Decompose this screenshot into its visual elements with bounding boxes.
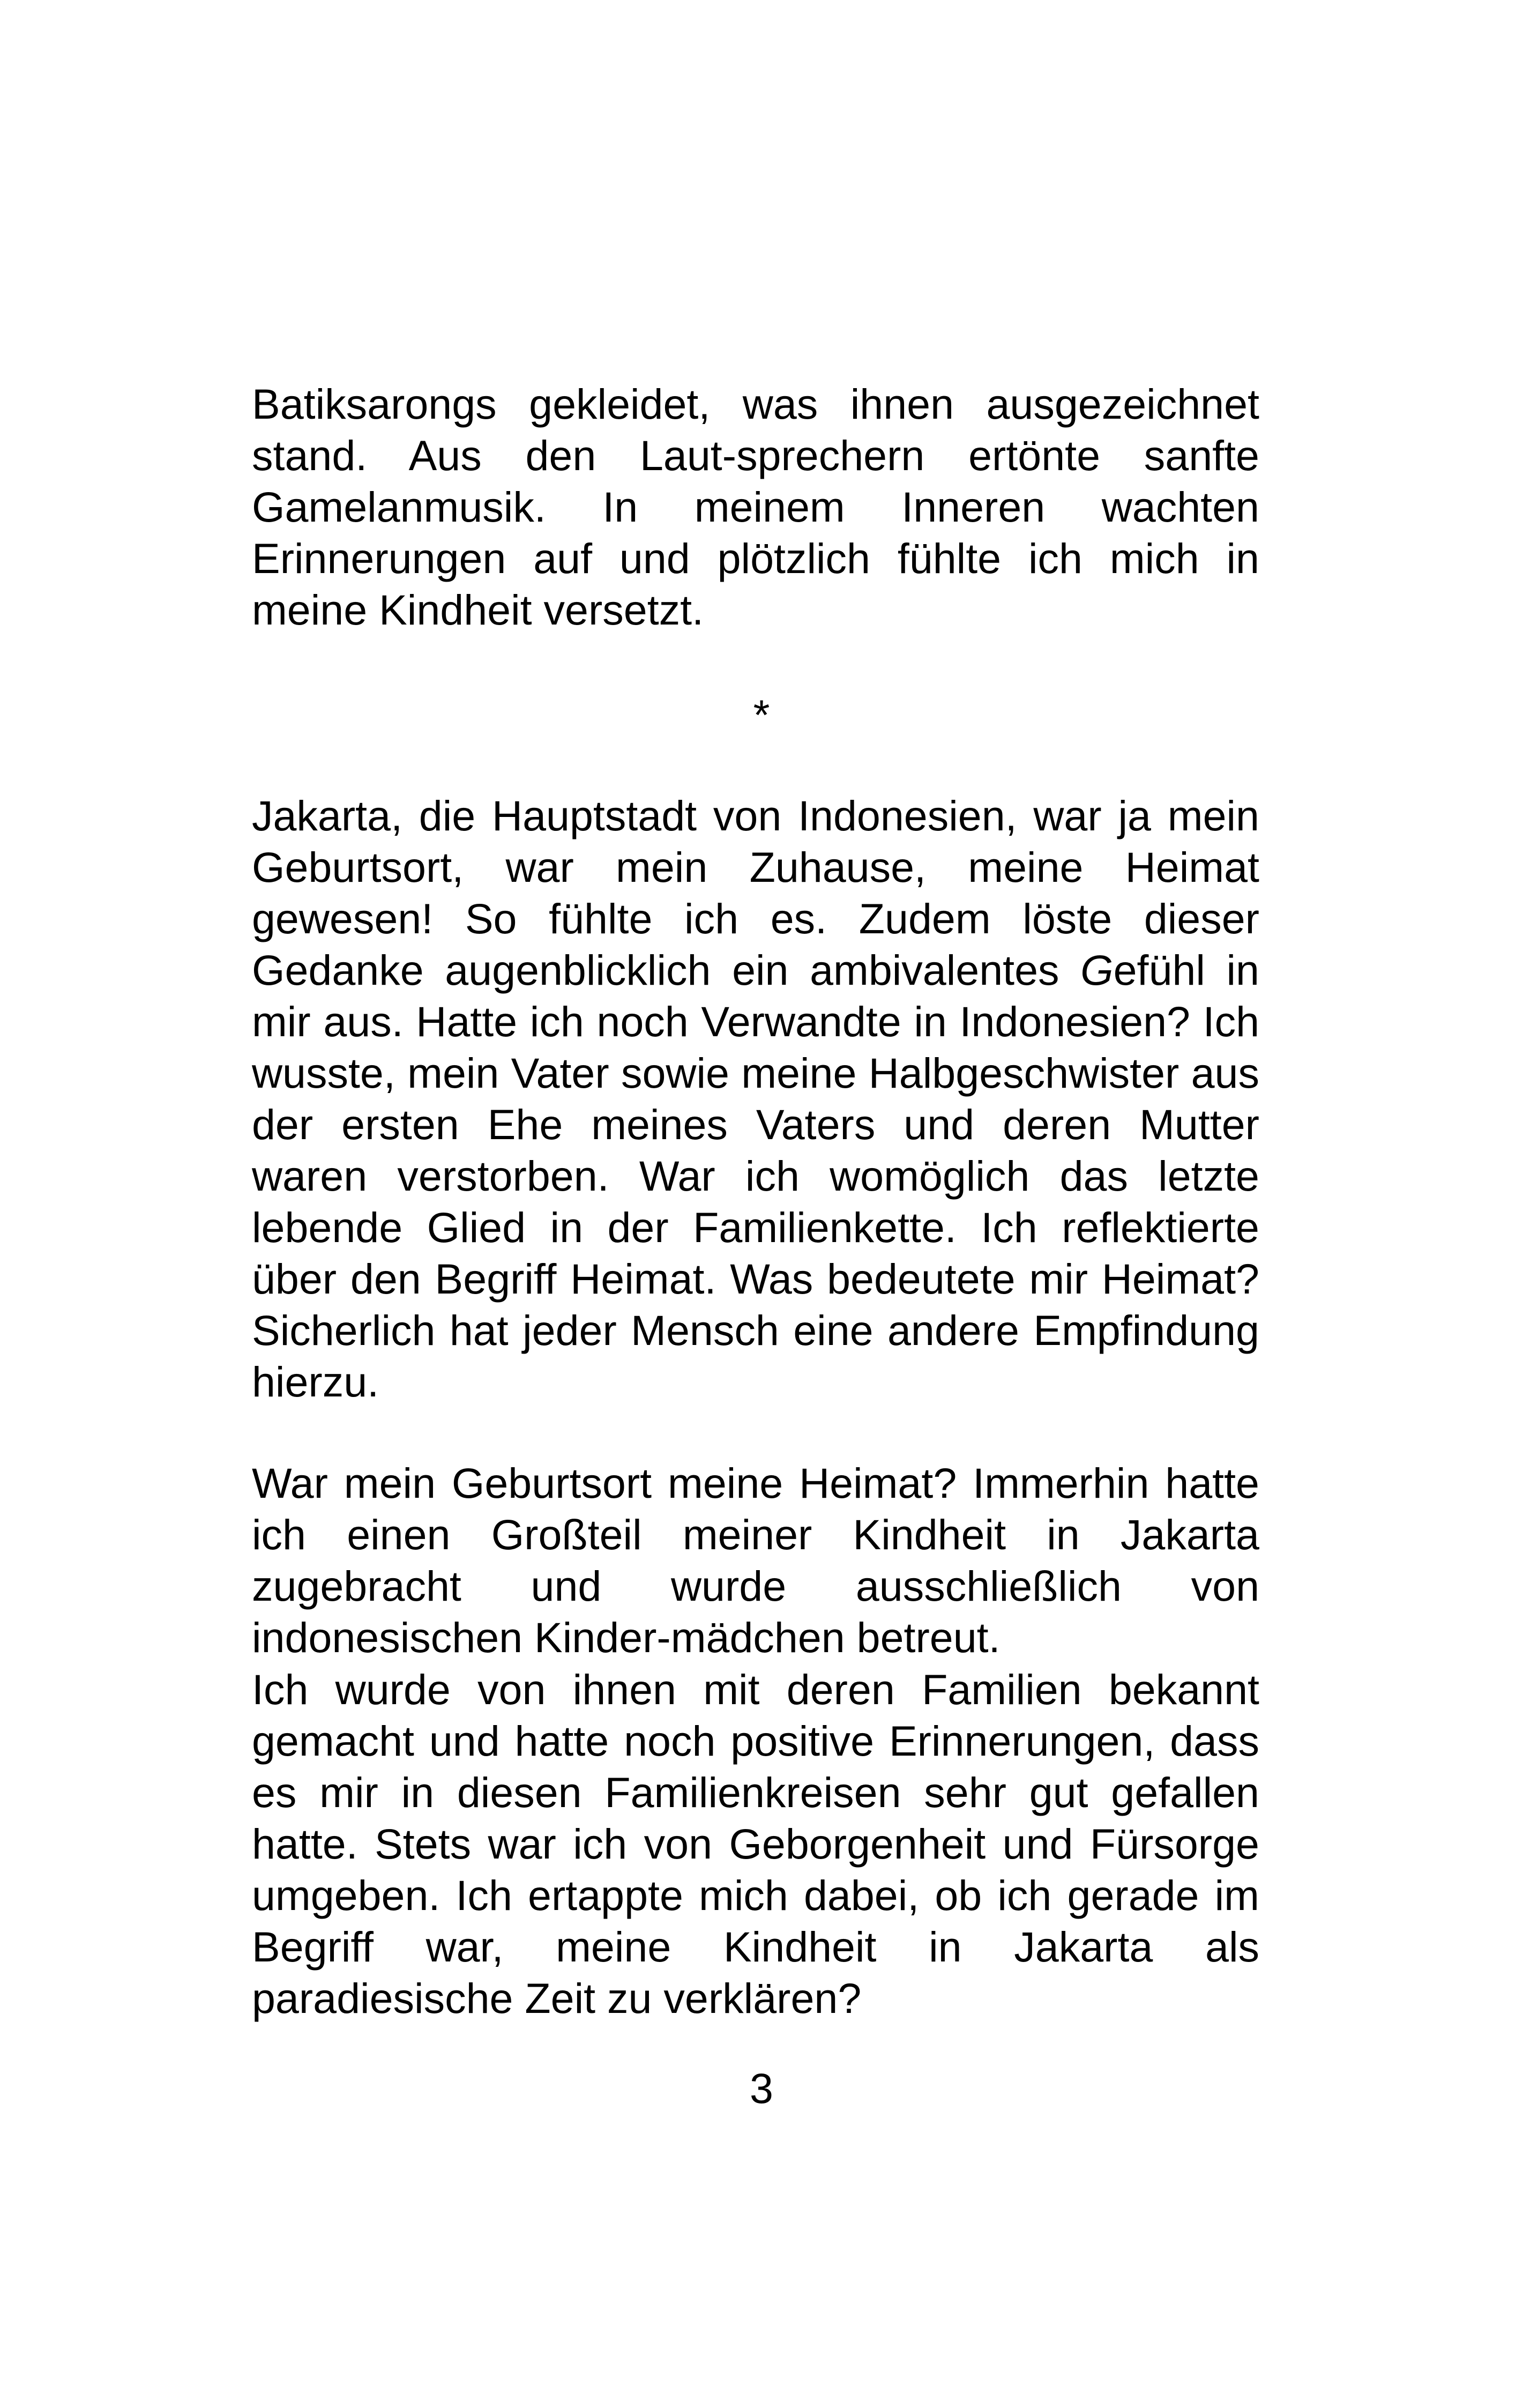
paragraph-2-text-end: efühl in mir aus. Hatte ich noch Verwandte in Indonesien? Ich wusste, mein Vater sowie meine Halbgeschwister aus der ersten Ehe meines Vaters und deren Mutter waren verstorben. War ich womöglich das letzte lebende Glied in der Familienkette. Ich reflektierte über den Begriff Heimat. Was bedeutete mir Heimat? Sicherlich hat jeder Mensch eine andere Empfindung hierzu. [252, 946, 1259, 1406]
paragraph-2 [252, 790, 1259, 1408]
paragraph-2-italic-letter: G [1080, 946, 1114, 994]
paragraph-2-text-start: Jakarta, die Hauptstadt von Indonesien, war ja mein Geburtsort, war mein Zuhause, meine Heimat gewesen! So fühlte ich es. Zudem löste dieser Gedanke augenblicklich ein ambivalentes [252, 792, 1259, 994]
paragraph-1 [252, 378, 1259, 636]
paragraph-2-text [252, 790, 1259, 1408]
page-number: 3 [750, 2064, 773, 2112]
paragraph-4-text: Ich wurde von ihnen mit deren Familien bekannt gemacht und hatte noch positive Erinnerungen, dass es mir in diesen Familienkreisen sehr gut gefallen hatte. Stets war ich von Geborgenheit und Fürsorge umgeben. Ich ertappte mich dabei, ob ich gerade im Begriff war, meine Kindheit in Jakarta als paradiesische Zeit zu verklären? [252, 1666, 1259, 2022]
section-separator: * [753, 691, 770, 739]
paragraph-3-text: War mein Geburtsort meine Heimat? Immerhin hatte ich einen Großteil meiner Kindheit in Jakarta zugebracht und wurde ausschließlich von indonesischen Kinder-mädchen betreut. [252, 1459, 1259, 1661]
paragraph-3 [252, 1458, 1259, 1663]
paragraph-4 [252, 1664, 1259, 2024]
paragraph-1-text: Batiksarongs gekleidet, was ihnen ausgezeichnet stand. Aus den Laut-sprechern ertönte sanfte Gamelanmusik. In meinem Inneren wachten Erinnerungen auf und plötzlich fühlte ich mich in meine Kindheit versetzt. [252, 380, 1259, 634]
